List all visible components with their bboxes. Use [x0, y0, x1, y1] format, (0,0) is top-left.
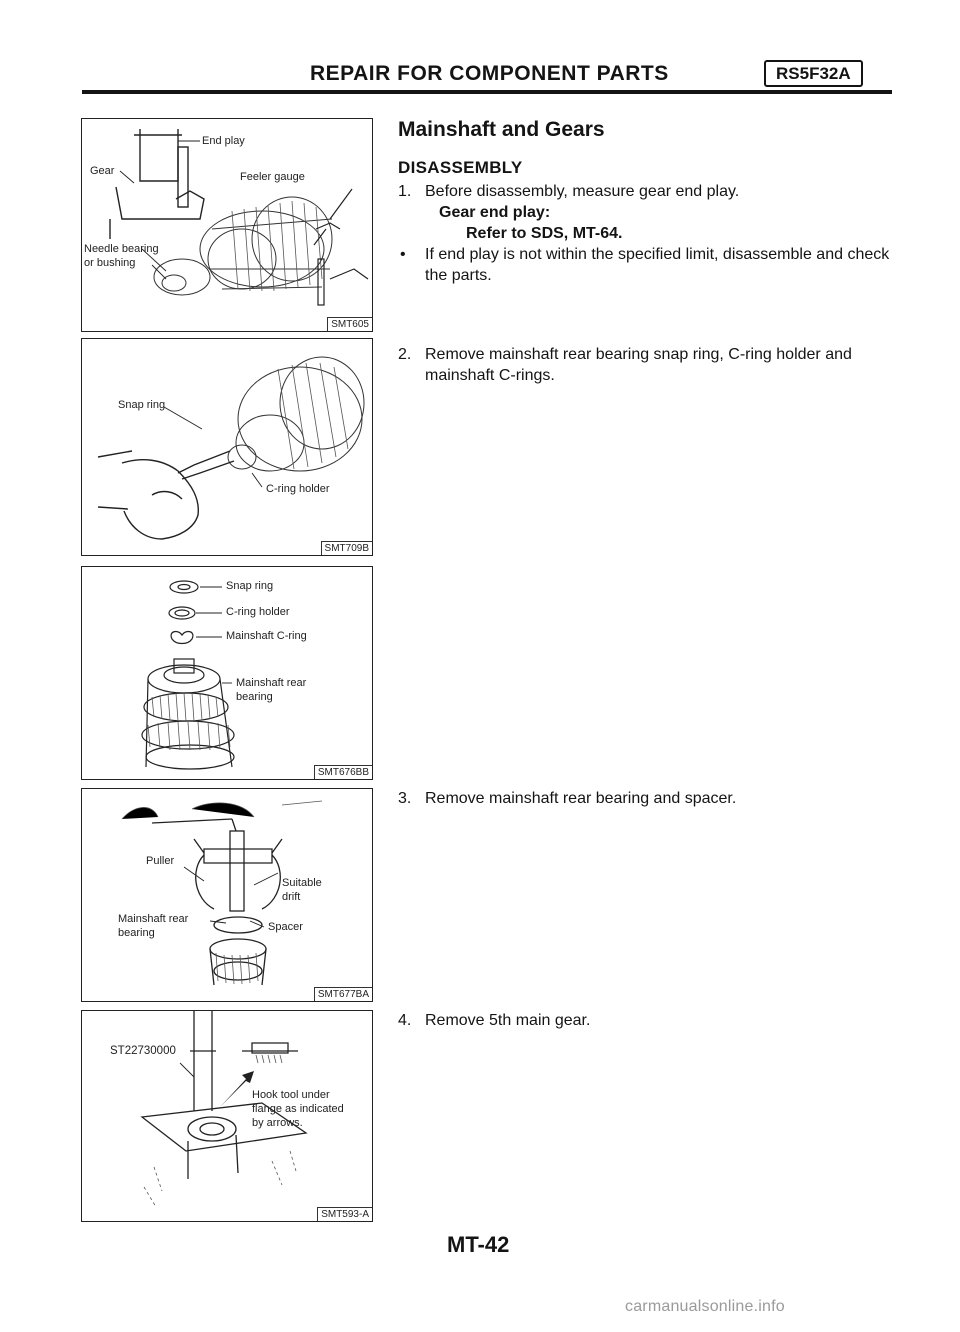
step-text: Remove mainshaft rear bearing and spacer. — [425, 790, 737, 807]
label-hook-tool: Hook tool under — [252, 1089, 330, 1101]
label-or-bushing: or bushing — [84, 257, 136, 269]
label-c-ring-holder: C-ring holder — [266, 483, 330, 495]
step-note: If end play is not within the specified limit, disassemble and check the parts. — [425, 246, 890, 284]
step-2 — [398, 344, 893, 386]
puller-illustration — [82, 789, 373, 1002]
step-number: 1. — [398, 183, 412, 200]
header-rule — [82, 90, 892, 94]
label-bearing: bearing — [118, 927, 155, 939]
step-number: 4. — [398, 1012, 412, 1029]
step-number: 2. — [398, 346, 412, 363]
label-drift: drift — [282, 891, 301, 903]
bullet: • — [400, 246, 406, 263]
exploded-parts-illustration — [82, 567, 373, 780]
step-text: Remove 5th main gear. — [425, 1012, 591, 1029]
figure-code: SMT677BA — [314, 987, 372, 1001]
label-end-play: End play — [202, 135, 245, 147]
figure-code: SMT676BB — [314, 765, 372, 779]
spec-value: Refer to SDS, MT-64. — [466, 225, 623, 242]
figure-code: SMT593-A — [317, 1207, 372, 1221]
label-bearing: bearing — [236, 691, 273, 703]
label-puller: Puller — [146, 855, 175, 867]
label-spacer: Spacer — [268, 921, 303, 933]
label-by-arrows: by arrows. — [252, 1117, 303, 1129]
step-4 — [398, 1010, 893, 1031]
label-c-ring-holder: C-ring holder — [226, 606, 290, 618]
label-flange: flange as indicated — [252, 1103, 344, 1115]
label-snap-ring: Snap ring — [118, 399, 166, 411]
figure-special-tool — [81, 1010, 373, 1222]
watermark: carmanualsonline.info — [625, 1298, 785, 1315]
step-text: Before disassembly, measure gear end play. — [425, 183, 740, 200]
step-number: 3. — [398, 790, 412, 807]
label-mainshaft-c-ring: Mainshaft C-ring — [226, 630, 307, 642]
figure-exploded-parts — [81, 566, 373, 780]
step-1 — [398, 181, 893, 286]
label-tool-number: ST22730000 — [110, 1045, 176, 1057]
subsection-title: DISASSEMBLY — [398, 158, 523, 177]
section-title: Mainshaft and Gears — [398, 118, 605, 141]
figure-code: SMT605 — [327, 317, 372, 331]
label-needle-bearing: Needle bearing — [84, 243, 159, 255]
end-play-illustration — [82, 119, 373, 332]
label-mainshaft-rear: Mainshaft rear — [236, 677, 307, 689]
figure-end-play — [81, 118, 373, 332]
figure-puller — [81, 788, 373, 1002]
label-gear: Gear — [90, 165, 115, 177]
label-suitable: Suitable — [282, 877, 322, 889]
label-mainshaft-rear: Mainshaft rear — [118, 913, 189, 925]
step-text: Remove mainshaft rear bearing snap ring, C-ring holder and mainshaft C-rings. — [425, 346, 852, 384]
step-3 — [398, 788, 893, 809]
figure-code: SMT709B — [321, 541, 372, 555]
figure-snap-ring-removal — [81, 338, 373, 556]
label-feeler-gauge: Feeler gauge — [240, 171, 305, 183]
special-tool-illustration — [82, 1011, 373, 1222]
snap-ring-illustration — [82, 339, 373, 556]
label-snap-ring: Snap ring — [226, 580, 274, 592]
header-title: REPAIR FOR COMPONENT PARTS — [310, 62, 669, 85]
spec-label: Gear end play: — [439, 204, 551, 221]
page-number: MT-42 — [447, 1232, 510, 1257]
model-badge: RS5F32A — [764, 60, 863, 87]
